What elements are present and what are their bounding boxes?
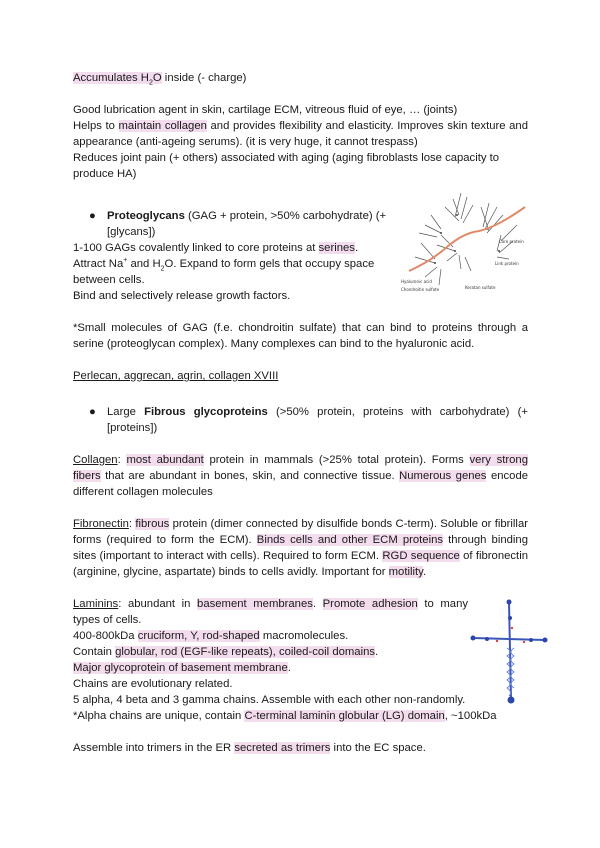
laminins-line-4: Major glycoprotein of basement membrane.	[73, 662, 291, 674]
fibronectin-paragraph: Fibronectin: fibrous protein (dimer connected by disulfide bonds C-term). Soluble or fibrillar forms (required to form the ECM). Binds cells and other ECM proteins through binding sites (important to interact with cells). Required to form ECM. RGD sequence of fibronectin (arginine, glycine, aspartate) binds to cells avidly. Important for motility.	[73, 518, 528, 578]
proteoglycan-examples: Perlecan, aggrecan, agrin, collagen XVIII	[73, 370, 279, 382]
bullet-icon: ●	[89, 210, 96, 222]
laminins-line-8: Assemble into trimers in the ER secreted as trimers into the EC space.	[73, 742, 426, 754]
fig-label-link-protein: Link protein	[495, 261, 519, 266]
laminins-line-2: 400-800kDa cruciform, Y, rod-shaped macromolecules.	[73, 630, 349, 642]
fig-label-chondroitin-sulfate: Chondroitin sulfate	[401, 287, 440, 292]
ha-joint-pain: Reduces joint pain (+ others) associated with aging (aging fibroblasts lose capacity to produce HA)	[73, 152, 500, 180]
proteoglycan-aggregate-figure	[401, 185, 529, 297]
collagen-term: Collagen	[73, 454, 118, 466]
fig-label-core-protein: Core protein	[499, 239, 524, 244]
collagen-paragraph: Collagen: most abundant protein in mammals (>25% total protein). Forms very strong fibers that are abundant in bones, skin, and connective tissue. Numerous genes encode different collagen molecules	[73, 454, 529, 498]
laminins-term: Laminins	[73, 598, 119, 610]
laminins-line-3: Contain globular, rod (EGF-like repeats), coiled-coil domains.	[73, 646, 379, 658]
ha-charge-line: Accumulates $H_2O$ inside (- charge)	[73, 72, 247, 87]
fibrous-glycoproteins-bullet: ● Large Fibrous glycoproteins (>50% protein, proteins with carbohydrate) (+[proteins])	[89, 406, 528, 434]
laminins-line-6: 5 alpha, 4 beta and 3 gamma chains. Assemble with each other non-randomly.	[73, 694, 466, 706]
laminins-paragraph: Laminins: abundant in basement membranes. Promote adhesion to many types of cells.	[73, 598, 469, 626]
laminin-structure-figure	[467, 598, 557, 708]
fibronectin-term: Fibronectin	[73, 518, 129, 530]
ha-collagen: Helps to maintain collagen and provides flexibility and elasticity. Improves skin texture and appearance (anti-ageing serums). (it is very huge, it cannot trespass)	[73, 120, 528, 148]
proteoglycans-title: Proteoglycans	[107, 210, 185, 222]
ha-lubrication: Good lubrication agent in skin, cartilage ECM, vitreous fluid of eye, … (joints)	[73, 104, 458, 116]
proteoglycans-line-1: 1-100 GAGs covalently linked to core proteins at serines.	[73, 242, 359, 254]
laminins-line-7: *Alpha chains are unique, contain C-terminal laminin globular (LG) domain, ~100kDa	[73, 710, 497, 722]
fig-label-hyaluronic-acid: Hyaluronic acid	[401, 279, 432, 284]
laminins-line-5: Chains are evolutionary related.	[73, 678, 233, 690]
document-page	[73, 70, 528, 756]
fig-label-keratan-sulfate: Keratan sulfate	[465, 285, 496, 290]
proteoglycans-bullet: ● Proteoglycans (GAG + protein, >50% carbohydrate) (+ [glycans])	[89, 210, 387, 238]
proteoglycans-line-3: Bind and selectively release growth factors.	[73, 290, 291, 302]
proteoglycans-line-2: Attract Na+ and $H_2O$. Expand to form gels that occupy space between cells.	[73, 257, 375, 286]
proteoglycans-note: *Small molecules of GAG (f.e. chondroitin sulfate) that can bind to proteins through a serine (proteoglycan complex). Many complexes can bind to the hyaluronic acid.	[73, 322, 528, 350]
bullet-icon: ●	[89, 406, 96, 418]
